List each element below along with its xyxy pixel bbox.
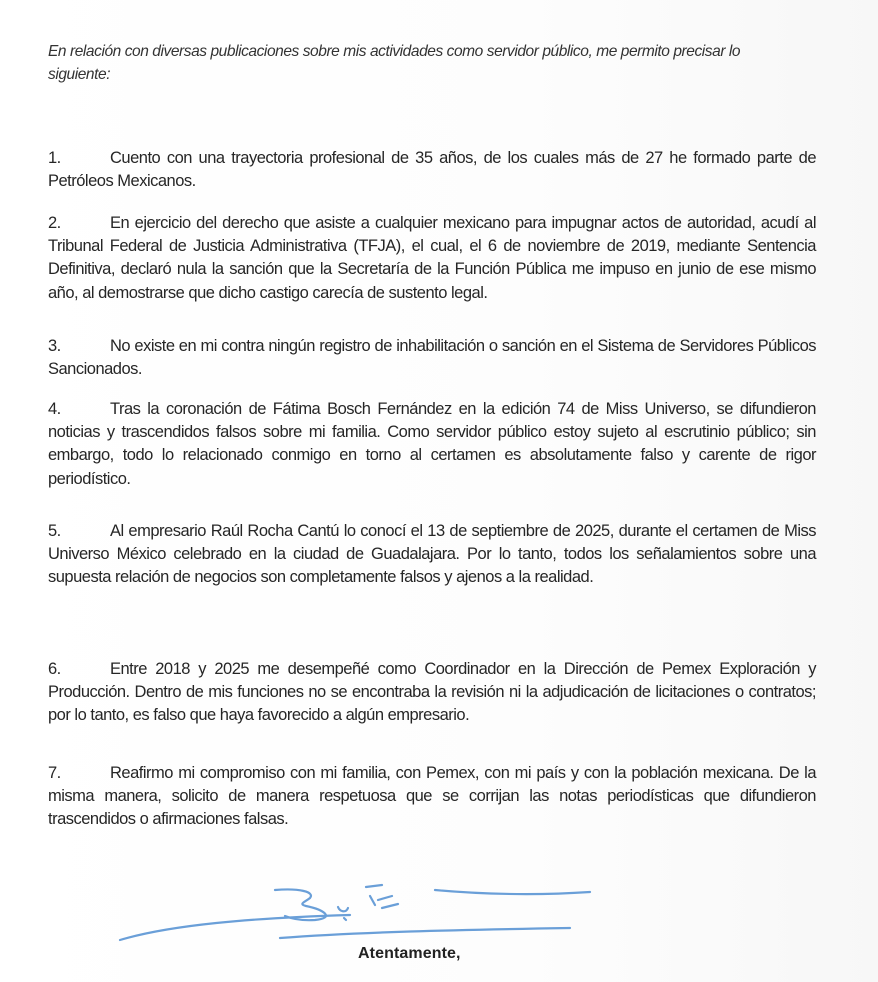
numbered-paragraph-3: [48, 335, 816, 381]
paragraph-number: 5.: [48, 522, 61, 540]
handwritten-signature: [110, 880, 630, 950]
signature-small-mark: [338, 907, 348, 911]
paragraph-text: Entre 2018 y 2025 me desempeñé como Coordinador en la Dirección de Pemex Exploración y Producción. Dentro de mis funciones no se encontraba la revisión ni la adjudicación de licitaciones o contratos; por lo tanto, es falso que haya favorecido a algún empresario.: [48, 660, 816, 725]
numbered-paragraph-1: [48, 147, 816, 193]
signature-dash-stroke: [378, 896, 392, 900]
signature-dash-stroke: [370, 896, 375, 905]
numbered-paragraph-2: [48, 212, 816, 305]
signature-dash-stroke: [366, 885, 382, 887]
paragraph-text: En ejercicio del derecho que asiste a cualquier mexicano para impugnar actos de autoridad, acudí al Tribunal Federal de Justicia Administrativa (TFJA), el cual, el 6 de noviembre de 2019, mediante Sentencia Definitiva, declaró nula la sanción que la Secretaría de la Función Pública me impuso en junio de ese mismo año, al demostrarse que dicho castigo carecía de sustento legal.: [48, 214, 816, 302]
numbered-paragraph-7: [48, 762, 816, 832]
paragraph-number: 6.: [48, 660, 61, 678]
signature-small-mark: [344, 918, 346, 920]
paragraph-number: 7.: [48, 764, 61, 782]
paragraph-number: 2.: [48, 214, 61, 232]
paragraph-text: Tras la coronación de Fátima Bosch Fernández en la edición 74 de Miss Universo, se difundieron noticias y trascendidos falsos sobre mi familia. Como servidor público estoy sujeto al escrutinio público; sin embargo, todo lo relacionado conmigo en torno al certamen es absolutamente falso y carente de rigor periodístico.: [48, 400, 816, 488]
paragraph-text: Reafirmo mi compromiso con mi familia, con Pemex, con mi país y con la población mexicana. De la misma manera, solicito de manera respetuosa que se corrijan las notas periodísticas que difundieron trascendidos o afirmaciones falsas.: [48, 764, 816, 829]
numbered-paragraph-6: [48, 658, 816, 728]
paragraph-number: 3.: [48, 337, 61, 355]
paragraph-number: 4.: [48, 400, 61, 418]
numbered-paragraph-4: [48, 398, 816, 491]
paragraph-text: No existe en mi contra ningún registro de inhabilitación o sanción en el Sistema de Servidores Públicos Sancionados.: [48, 337, 816, 379]
numbered-paragraph-5: [48, 520, 816, 590]
signature-baseline-stroke: [280, 928, 570, 938]
paragraph-number: 1.: [48, 149, 61, 167]
signature-dash-stroke: [382, 904, 398, 908]
closing-salutation: Atentamente,: [358, 945, 461, 962]
paragraph-text: Cuento con una trayectoria profesional de 35 años, de los cuales más de 27 he formado parte de Petróleos Mexicanos.: [48, 149, 816, 191]
signature-right-stroke: [435, 890, 590, 894]
intro-paragraph: En relación con diversas publicaciones sobre mis actividades como servidor público, me permito precisar lo siguiente:: [48, 43, 741, 83]
paragraph-text: Al empresario Raúl Rocha Cantú lo conocí el 13 de septiembre de 2025, durante el certamen de Miss Universo México celebrado en la ciudad de Guadalajara. Por lo tanto, todos los señalamientos sobre una supuesta relación de negocios son completamente falsos y ajenos a la realidad.: [48, 522, 816, 587]
